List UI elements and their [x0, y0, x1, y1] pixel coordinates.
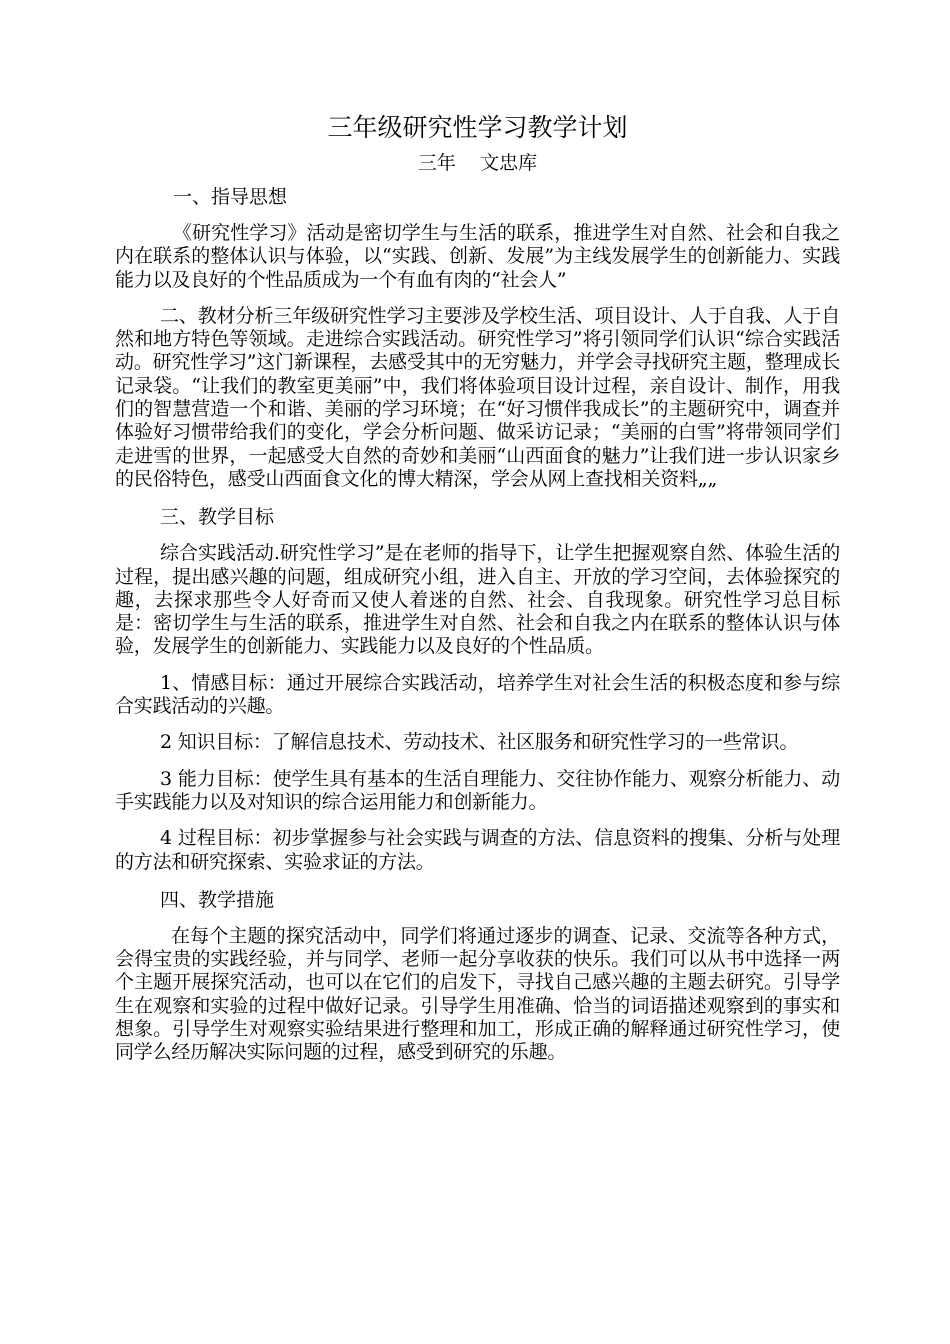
document-byline: 三年 文忠库	[417, 152, 538, 174]
section-heading-teaching-measures: 四、教学措施	[160, 888, 275, 911]
section-heading-guiding-ideology: 一、指导思想	[173, 186, 288, 208]
paragraph-ability-goal: 3 能力目标：使学生具有基本的生活自理能力、交往协作能力、观察分析能力、动手实践能力以及对知识的综合运用能力和创新能力。	[115, 767, 840, 813]
paragraph-teaching-measures: 在每个主题的探究活动中，同学们将通过逐步的调查、记录、交流等各种方式，会得宝贵的实践经验，并与同学、老师一起分享收获的快乐。我们可以从书中选择一两个主题开展探究活动，也可以在它们的启发下，寻找自己感兴趣的主题去研究。引导学生在观察和实验的过程中做好记录。引导学生用准确、恰当的词语描述观察到的事实和想象。引导学生对观察实验结果进行整理和加工，形成正确的解释通过研究性学习，使同学么经历解决实际问题的过程，感受到研究的乐趣。	[115, 924, 840, 1064]
paragraph-knowledge-goal: 2 知识目标：了解信息技术、劳动技术、社区服务和研究性学习的一些常识。	[160, 731, 799, 754]
paragraph-teaching-goals: 综合实践活动.研究性学习”是在老师的指导下，让学生把握观察自然、体验生活的过程，提出感兴趣的问题，组成研究小组，进入自主、开放的学习空间，去体验探究的趣，去探求那些令人好奇而又使人着迷的自然、社会、自我现象。研究性学习总目标是：密切学生与生活的联系，推进学生对自然、社会和自我之内在联系的整体认识与体验，发展学生的创新能力、实践能力以及良好的个性品质。	[115, 542, 840, 658]
document-title: 三年级研究性学习教学计划	[327, 113, 628, 142]
paragraph-guiding-ideology: 《研究性学习》活动是密切学生与生活的联系，推进学生对自然、社会和自我之内在联系的整体认识与体验，以“实践、创新、发展”为主线发展学生的创新能力、实践能力以及良好的个性品质成为一个有血有肉的“社会人”	[115, 222, 840, 291]
section-heading-teaching-goals: 三、教学目标	[160, 506, 275, 529]
document-body	[115, 108, 840, 1078]
paragraph-textbook-analysis: 二、教材分析三年级研究性学习主要涉及学校生活、项目设计、人于自我、人于自然和地方特色等领域。走进综合实践活动。研究性学习”将引领同学们认识“综合实践活动。研究性学习”这门新课程，去感受其中的无穷魅力，并学会寻找研究主题，整理成长记录袋。“让我们的教室更美丽”中，我们将体验项目设计过程，亲自设计、制作，用我们的智慧营造一个和谐、美丽的学习环境；在“好习惯伴我成长”的主题研究中，调查并体验好习惯带给我们的变化，学会分析问题、做采访记录；“美丽的白雪”将带领同学们走进雪的世界，一起感受大自然的奇妙和美丽“山西面食的魅力”让我们进一步认识家乡的民俗特色，感受山西面食文化的博大精深，学会从网上查找相关资料„„	[115, 304, 840, 490]
paragraph-process-goal: 4 过程目标：初步掌握参与社会实践与调查的方法、信息资料的搜集、分析与处理的方法和研究探索、实验求证的方法。	[115, 827, 840, 873]
paragraph-emotional-goal: 1、情感目标：通过开展综合实践活动，培养学生对社会生活的积极态度和参与综合实践活动的兴趣。	[115, 671, 840, 718]
